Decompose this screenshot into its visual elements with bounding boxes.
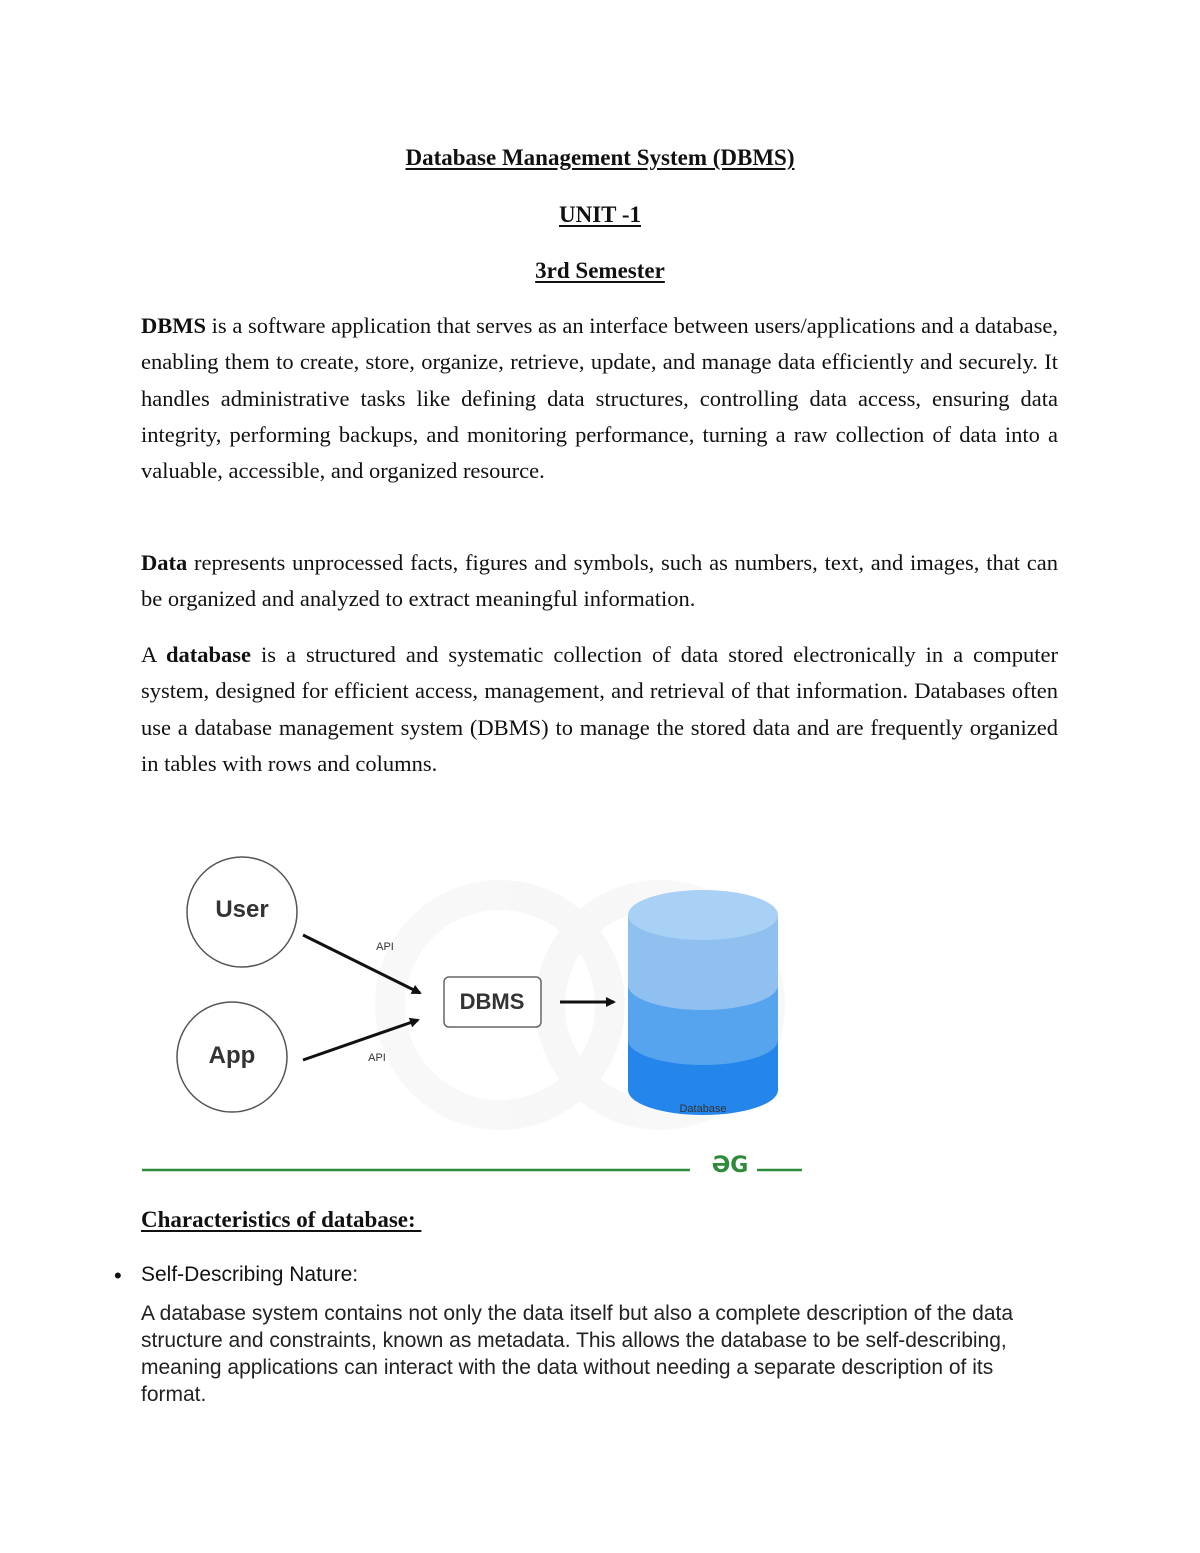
data-definition-paragraph bbox=[141, 545, 1058, 618]
dbms-term: DBMS bbox=[141, 313, 207, 338]
dbms-definition-paragraph bbox=[141, 308, 1058, 489]
characteristic-title: Self-Describing Nature: bbox=[141, 1263, 359, 1286]
document-title: Database Management System (DBMS) bbox=[405, 145, 795, 170]
database-lead: A bbox=[141, 642, 166, 667]
database-term: database bbox=[166, 642, 252, 667]
api-top-label: API bbox=[376, 941, 394, 953]
dbms-box-label: DBMS bbox=[459, 989, 525, 1014]
database-definition-paragraph bbox=[141, 637, 1058, 782]
user-node bbox=[187, 857, 297, 967]
unit-heading: UNIT -1 bbox=[558, 202, 641, 227]
semester-heading: 3rd Semester bbox=[535, 258, 665, 283]
characteristic-body: A database system contains not only the data itself but also a complete description of the data structure and constraints, known as metadata. This allows the database to be self-describing, meaning applications can interact with the data without needing a separate description of its format. bbox=[141, 1302, 1014, 1406]
geeksforgeeks-logo: ƏG bbox=[711, 1153, 749, 1178]
app-label: App bbox=[208, 1042, 256, 1069]
dbms-definition-text: is a software application that serves as an interface between users/applications and a database, enabling them to create, store, organize, retrieve, update, and manage data efficiently and securely. It handles administrative tasks like defining data structures, controlling data access, ensuring data integrity, performing backups, and monitoring performance, turning a raw collection of data into a valuable, accessible, and organized resource. bbox=[141, 313, 1058, 484]
user-label: User bbox=[215, 896, 269, 923]
characteristics-heading: Characteristics of database: bbox=[141, 1207, 422, 1232]
app-node bbox=[177, 1002, 287, 1112]
data-term: Data bbox=[141, 550, 188, 575]
dbms-diagram bbox=[140, 845, 810, 1180]
database-cylinder-icon bbox=[628, 890, 778, 1115]
data-definition-text: represents unprocessed facts, figures and symbols, such as numbers, text, and images, that can be organized and analyzed to extract meaningful information. bbox=[141, 550, 1058, 612]
api-bottom-label: API bbox=[368, 1052, 386, 1064]
dbms-node bbox=[444, 977, 541, 1027]
database-definition-text: is a structured and systematic collection of data stored electronically in a computer system, designed for efficient access, management, and retrieval of that information. Databases often use a database management system (DBMS) to manage the stored data and are frequently organized in tables with rows and columns. bbox=[141, 642, 1058, 776]
database-label: Database bbox=[679, 1103, 727, 1115]
bullet-point: • bbox=[114, 1263, 122, 1288]
